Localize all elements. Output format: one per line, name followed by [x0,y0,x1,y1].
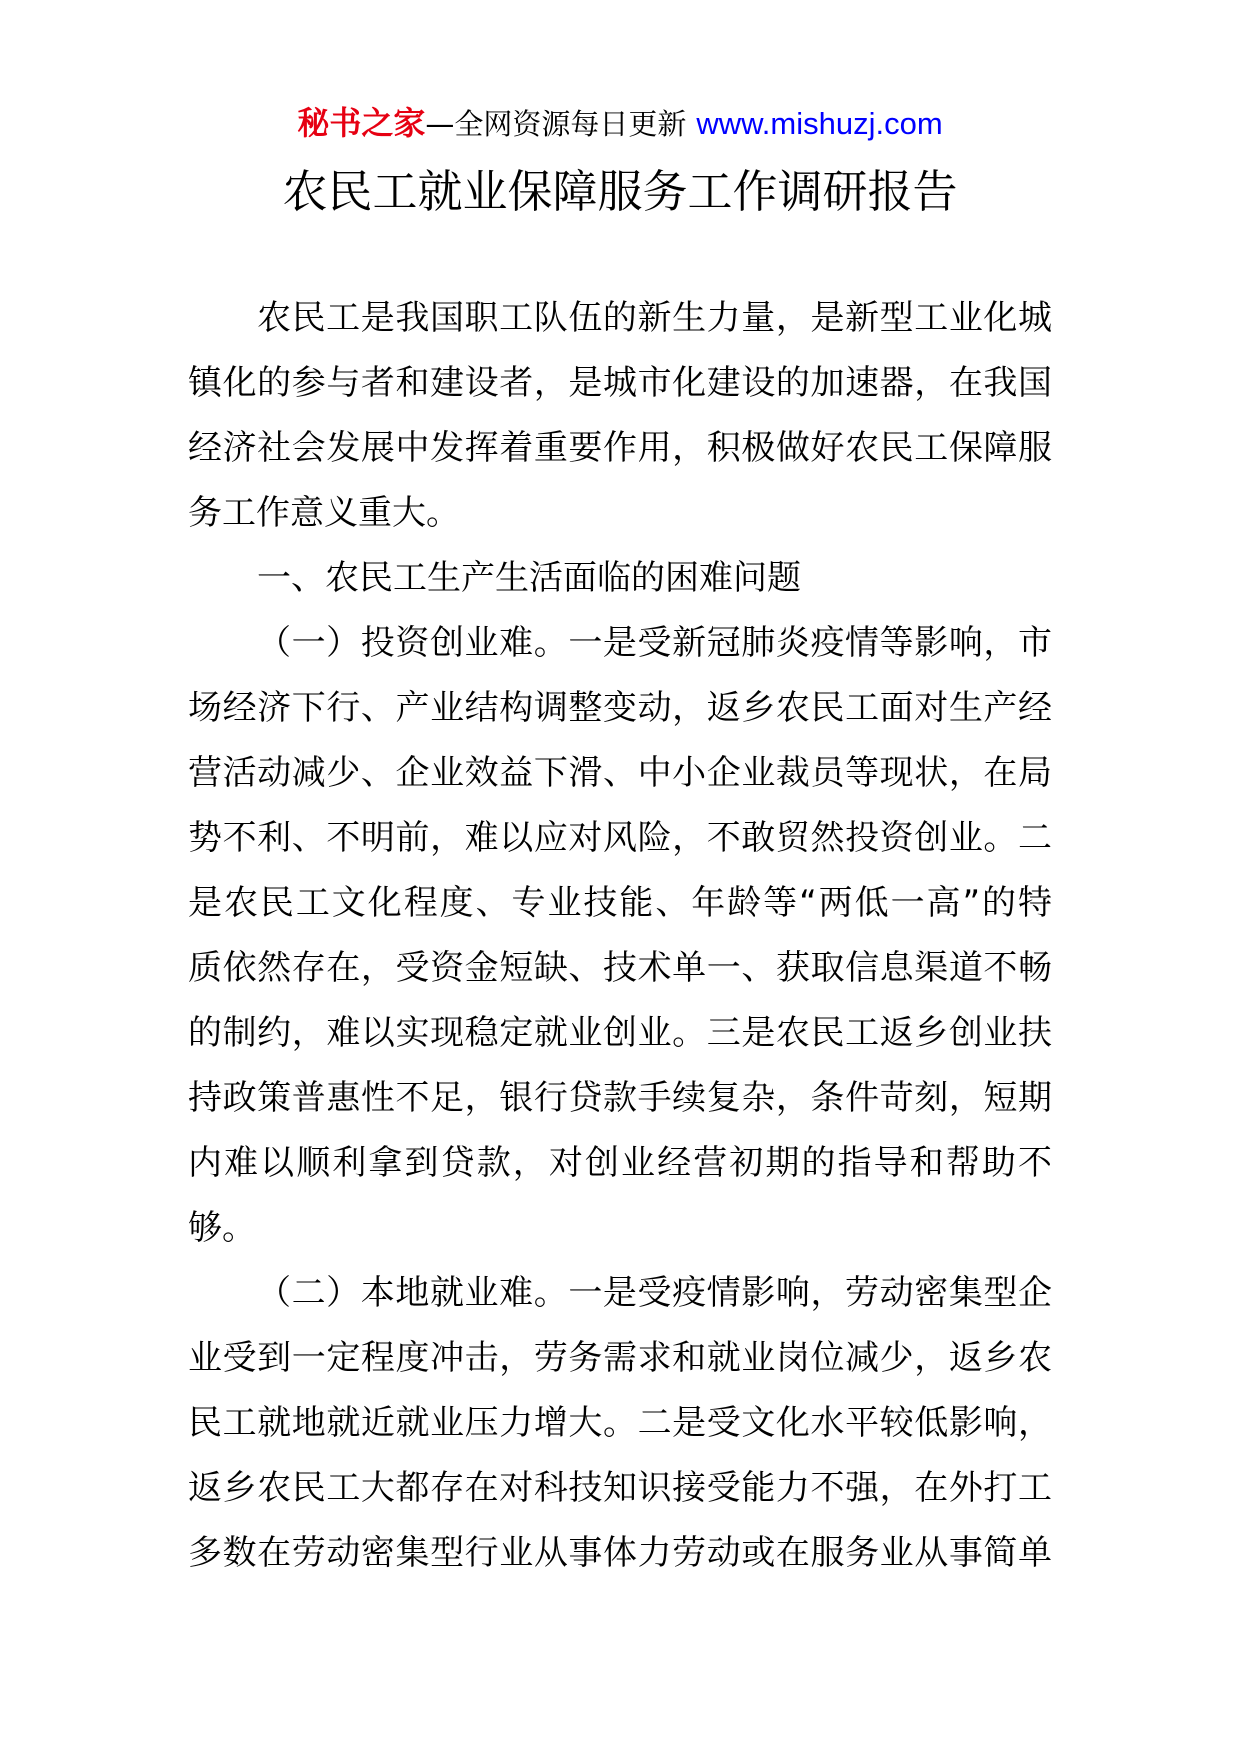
document-body [188,286,1052,1586]
section-heading: 一、农民工生产生活面临的困难问题 [257,558,801,598]
site-tagline: —全网资源每日更新 [425,107,687,141]
item-1-paragraph [188,611,1052,1261]
site-brand: 秘书之家 [297,104,426,142]
item-1-line: 持政策普惠性不足，银行贷款手续复杂，条件苛刻，短期 [188,1078,1052,1118]
item-2-line: 业受到一定程度冲击，劳务需求和就业岗位减少，返乡农 [188,1338,1052,1378]
item-2-line: 多数在劳动密集型行业从事体力劳动或在服务业从事简单 [188,1533,1052,1573]
item-2-paragraph [188,1261,1052,1586]
document-title: 农民工就业保障服务工作调研报告 [282,165,958,218]
item-1-line: 营活动减少、企业效益下滑、中小企业裁员等现状，在局 [188,753,1052,793]
intro-line: 农民工是我国职工队伍的新生力量，是新型工业化城 [257,298,1052,338]
item-1-line: 内难以顺利拿到贷款，对创业经营初期的指导和帮助不 [188,1143,1052,1183]
item-2-line: 民工就地就近就业压力增大。二是受文化水平较低影响， [188,1403,1052,1443]
item-2-line: 返乡农民工大都存在对科技知识接受能力不强，在外打工 [188,1468,1052,1508]
item-1-line: 够。 [188,1208,256,1248]
site-url-link[interactable]: www.mishuzj.com [696,106,943,141]
item-1-line: 场经济下行、产业结构调整变动，返乡农民工面对生产经 [188,688,1052,728]
item-1-line: 的制约，难以实现稳定就业创业。三是农民工返乡创业扶 [188,1013,1052,1053]
site-header [0,103,1240,143]
item-1-line: 是农民工文化程度、专业技能、年龄等“两低一高”的特 [188,883,1052,923]
item-1-line: 质依然存在，受资金短缺、技术单一、获取信息渠道不畅 [188,948,1052,988]
item-2-line: （二）本地就业难。一是受疫情影响，劳动密集型企 [257,1273,1052,1313]
intro-line: 经济社会发展中发挥着重要作用，积极做好农民工保障服 [188,428,1052,468]
intro-paragraph [188,286,1052,546]
intro-line: 务工作意义重大。 [188,493,460,533]
item-1-line: 势不利、不明前，难以应对风险，不敢贸然投资创业。二 [188,818,1052,858]
item-1-line: （一）投资创业难。一是受新冠肺炎疫情等影响，市 [257,623,1052,663]
intro-line: 镇化的参与者和建设者，是城市化建设的加速器，在我国 [188,363,1052,403]
